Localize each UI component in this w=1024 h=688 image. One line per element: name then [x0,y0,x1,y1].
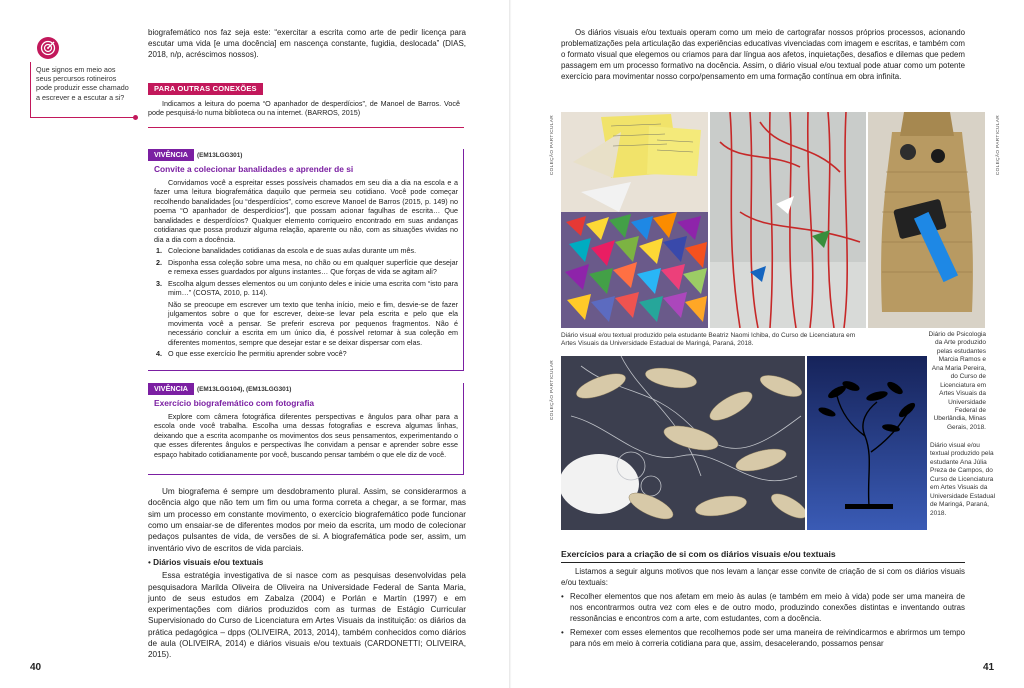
conexoes-box [148,83,464,128]
intro-paragraph: biografemático nos faz seja este: “exercitar a escrita como arte de pedir licença para escutar uma vida [e uma docência] em nascença constante, fugidia, deslocada” (DIAS, 2018, n/p, acréscimos nossos). [148,28,466,60]
list-item: 3. Escolha algum desses elementos ou um conjunto deles e inicie uma escrita com “isto para mim…” (COSTA, 2010, p. 114). [156,278,458,298]
body-section: Um biografema é sempre um desdobramento plural. Assim, se considerarmos a docência algo que não tem um fim ou uma forma correta a chegar, a se formar, mas sim um processo em constante movimento, o exercício biografemático pode funcionar como um ensaiar-se de diferentes modos por meio da escrita, um modo de colecionar pedaços pulsantes de vida, de versões de si. A biografemática pode ser, assim, um inventário vivo de escritos de vida parciais. • Diários visuais e/ou textuais Essa estratégia investigativa de si nasce com as pesquisas desenvolvidas pela pesquisadora Marilda Oliveira de Oliveira na Universidade Federal de Santa Maria, junto de seus estudos em Zabalza (2004) e Porlán e Martín (1997) e em experimentações com diários produzidos com as turmas de Estágio Curricular Supervisionado do Curso de Licenciatura em Artes Visuais da instituição: os diários da prática pedagógica – dpps (OLIVEIRA, 2013, 2014), também conhecidos como diários de aula (OLIVEIRA, 2014) e diários visuais e/ou textuais (CARDONETTI; OLIVEIRA, 2015). [148,487,466,660]
vivencia-box-2 [148,383,464,475]
list-item: 2. Disponha essa coleção sobre uma mesa, no chão ou em qualquer superfície que desejar e remexa esses guardados por alguns instantes… Que forças de vida se agitam ali? [156,257,458,277]
page-number: 40 [30,662,42,673]
vivencia-list [154,246,458,359]
caption-2: Diário de Psicologia da Arte produzido pelas estudantes Marcia Ramos e Ana Maria Pereira, do Curso de Licenciatura em Artes Visuais da Universidade Federal de Uberlândia, Minas Gerais, 2018. [928,331,986,431]
conexoes-text: Indicamos a leitura do poema “O apanhador de desperdícios”, de Manoel de Barros. Você pode pesquisá-lo numa biblioteca ou na internet. (BARROS, 2015) [148,98,460,118]
page-number: 41 [983,662,995,673]
photo-wire-tree [807,356,927,530]
page-right [512,0,1024,688]
body-paragraph-1: Um biografema é sempre um desdobramento plural. Assim, se considerarmos a docência algo que não tem um fim ou uma forma correta a chegar, a se formar, mas sim um processo em constante movimento, o exercício biografemático pode funcionar como um ensaiar-se de diferentes modos por meio da escrita, um modo de colecionar pedaços pulsantes de vida, de versões de si. A biografemática pode ser, assim, um inventário vivo de escritos de vida parciais. [148,487,466,553]
list-item: • Remexer com esses elementos que recolhemos pode ser uma maneira de reivindicarmos e abrirmos um tempo para nós em meio à correria cotidiana para que, assim, desacelerando, possamos pensar [561,627,965,649]
vivencia-box-1 [148,149,464,371]
intro-paragraph: Os diários visuais e/ou textuais operam como um meio de cartografar nossos próprios processos, acionando problematizações pela articulação das experiências educativas vivenciadas com imagem e escritas, e também com o formato visual que elegemos ou criamos para dar língua aos afetos, inquietações, desafios e dilemas que pedem passagem em um processo formativo na docência. Assim, o diário visual e/ou textual pode atuar como um potente exercício para movimentar nosso corpo/pensamento em uma formação contínua em obra infinita. [561,28,965,82]
vivencia-title: Convite a colecionar banalidades e aprender de si [154,163,354,174]
conexoes-heading: PARA OUTRAS CONEXÕES [148,83,263,95]
body-paragraph-2: Essa estratégia investigativa de si nasce com as pesquisas desenvolvidas pela pesquisadora Marilda Oliveira de Oliveira na Universidade Federal de Santa Maria, junto de seus estudos em Zabalza (2004) e Porlán e Martín (1997) e em experimentações com diários produzidos com as turmas de Estágio Curricular Supervisionado do Curso de Licenciatura em Artes Visuais da instituição: os diários da prática pedagógica – dpps (OLIVEIRA, 2013, 2014), também conhecidos como diários de aula (OLIVEIRA, 2014) e diários visuais e/ou textuais (CARDONETTI; OLIVEIRA, 2015). [148,571,466,660]
photo-paper-cranes [561,112,708,328]
vivencia-text: Explore com câmera fotográfica diferentes perspectivas e ângulos para olhar para a escola onde você trabalha. Escolha uma dessas fotografias e escreva algumas linhas, deixando que a escrita acompanhe os movimentos dos seus pensamentos, experimentando o que esses diferentes ângulos e perspectivas lhe convidam a pensar e aprender sobre esse espaço habitado cotidianamente por você, buscando pensar também o que ele diz de você. [154,411,458,459]
exercicios-intro: Listamos a seguir alguns motivos que nos levam a lançar esse convite de criação de si com os diários visuais e/ou textuais: [561,567,965,588]
photo-red-strings [710,112,866,328]
exercicios-list [561,591,965,649]
vivencia-title: Exercício biografemático com fotografia [154,397,315,408]
exercicios-section [561,566,965,649]
target-icon [37,37,59,59]
caption-3: Diário visual e/ou textual produzido pela estudante Ana Júlia Preza de Campos, do Curso de Licenciatura em Artes Visuais da Universidade Estadual de Maringá, Paraná, 2018. [930,442,996,517]
credit-label: COLEÇÃO PARTICULAR [550,360,555,421]
list-item: Não se preocupe em escrever um texto que tenha início, meio e fim, desvie-se de fazer julgamentos sobre o que for escrever, deixe-se levar pela escrita e pelo que ela movimenta você a pensar. Se preferir escreva por pequenos fragmentos. Não é necessário concluir a escrita em um único dia, é possível retornar à sua coleção em diferentes momentos, sempre que desejar estar e se deixar dispersar com elas. [168,299,458,347]
photo-leaves-wire [561,356,805,530]
vivencia-tag: VIVÊNCIA [148,383,194,395]
list-item: 1. Colecione banalidades cotidianas da escola e de suas aulas durante um mês. [156,246,417,256]
side-note: Que signos em meio aos seus percursos rotineiros pode produzir esse chamado a escrever e a escutar a si? [30,62,135,118]
vivencia-tag: VIVÊNCIA [148,149,194,161]
bullet-title: Diários visuais e/ou textuais [153,557,264,567]
vivencia-code: (EM13LGG301) [196,152,243,159]
photo-burlap-jar [868,112,985,328]
credit-label: COLEÇÃO PARTICULAR [996,115,1001,176]
list-item: 4. O que esse exercício lhe permitiu aprender sobre você? [156,349,347,359]
credit-label: COLEÇÃO PARTICULAR [550,115,555,176]
exercicios-title: Exercícios para a criação de si com os diários visuais e/ou textuais [561,549,965,563]
caption-1: Diário visual e/ou textual produzido pela estudante Beatriz Naomi Ichiba, do Curso de Licenciatura em Artes Visuais da Universidade Estadual de Maringá, Paraná, 2018. [561,332,856,348]
vivencia-intro: Convidamos você a espreitar esses possíveis chamados em seu dia a dia na escola e a fazer uma leitura biografemática daquilo que permeia seu cotidiano. Você pode começar recolhendo banalidades [ou “desperdícios”, como escreve Manoel de Barros (2015, p. 149) no poema “O apanhador de desperdícios”], que possam acionar fagulhas de escrita… Que banalidades e desperdícios? Qualquer elemento corriqueiro encontrado em suas andanças cotidianas que possa produzir alguma relação, aparente ou não, com as situações vividas no dia a dia com a docência. [154,177,458,244]
vivencia-code: (EM13LGG104), (EM13LGG301) [196,386,292,393]
list-item: • Recolher elementos que nos afetam em meio às aulas (e também em meio à vida) pode ser uma maneira de nos encontrarmos outra vez com eles e de outro modo, produzindo conexões distintas e inventando outras ressonâncias e encontros com a arte, com estudantes, com a docência. [561,591,965,624]
